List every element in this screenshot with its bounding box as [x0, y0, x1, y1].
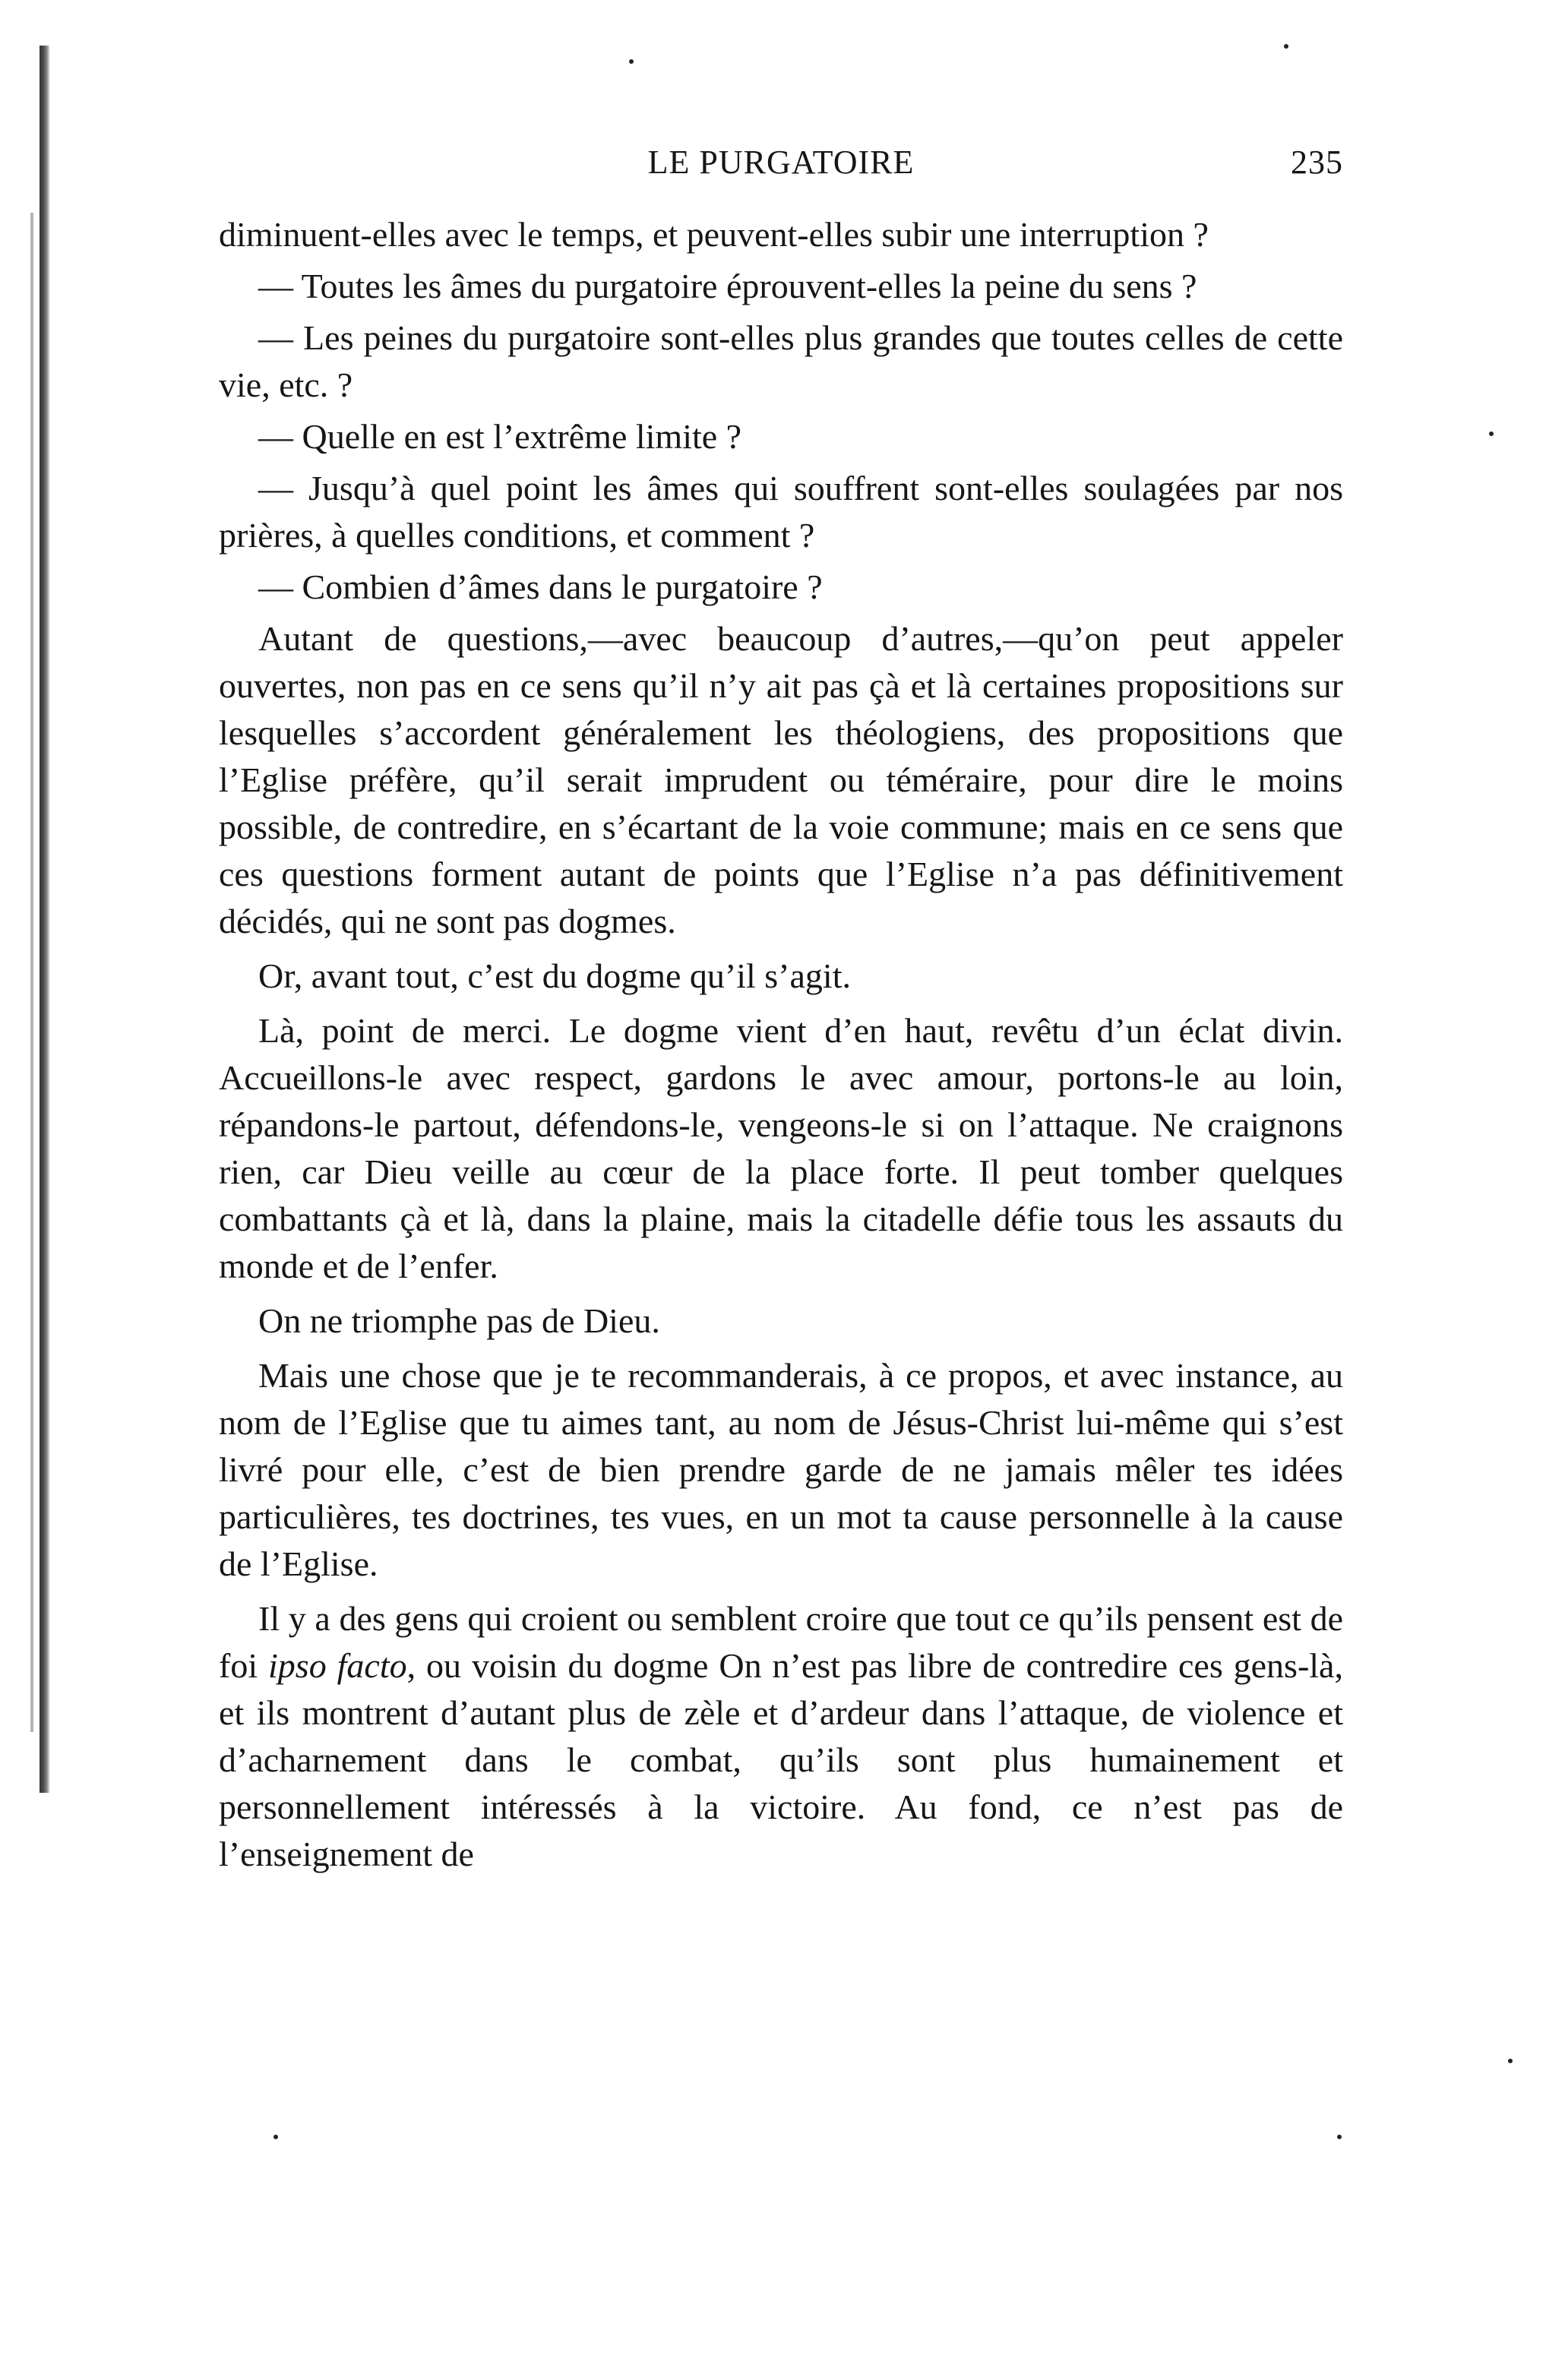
- print-speck: [1337, 2135, 1342, 2139]
- paragraph: — Jusqu’à quel point les âmes qui souffrent sont-elles soulagées par nos prières, à quelles conditions, et comment ?: [219, 469, 1343, 555]
- paragraph-last: [219, 1595, 1343, 1878]
- paragraph: — Les peines du purgatoire sont-elles plus grandes que toutes celles de cette vie, etc. ?: [219, 318, 1343, 404]
- print-speck: [629, 59, 634, 64]
- print-speck: [1508, 2059, 1513, 2063]
- page-number: 235: [1291, 144, 1343, 181]
- print-speck: [1489, 431, 1494, 436]
- paragraph: — Toutes les âmes du purgatoire éprouvent-elles la peine du sens ?: [258, 267, 1197, 305]
- paragraph: diminuent-elles avec le temps, et peuvent-elles subir une interruption ?: [219, 215, 1209, 254]
- print-speck: [1284, 44, 1288, 49]
- paragraph-text: , ou voisin du dogme On n’est pas libre de contredire ces gens-là, et ils montrent d’autant plus de zèle et d’ardeur dans l’attaque, de violence et d’acharnement dans le combat, qu’ils sont plus humainement et personnellement intéressés à la victoire. Au fond, ce n’est pas de l’enseignement de: [219, 1646, 1343, 1873]
- paragraph-text: Il y a des gens qui croient ou semblent croire que tout ce qu’ils pensent est de foi: [219, 1599, 1343, 1685]
- binding-edge-line: [30, 213, 33, 1732]
- paragraph: Là, point de merci. Le dogme vient d’en haut, revêtu d’un éclat divin. Accueillons-le avec respect, gardons le avec amour, portons-le au loin, répandons-le partout, défendons-le, vengeons-le si on l’attaque. Ne craignons rien, car Dieu veille au cœur de la place forte. Il peut tomber quelques combattants çà et là, dans la plaine, mais la citadelle défie tous les assauts du monde et de l’enfer.: [219, 1011, 1343, 1285]
- running-title: LE PURGATOIRE: [647, 144, 915, 181]
- paragraph: Or, avant tout, c’est du dogme qu’il s’agit.: [258, 956, 851, 995]
- binding-edge-shadow: [40, 46, 50, 1793]
- italic-phrase: ipso facto: [268, 1646, 407, 1685]
- running-header: [219, 143, 1343, 196]
- body-text: [219, 211, 1343, 1882]
- paragraph: On ne triomphe pas de Dieu.: [258, 1301, 660, 1340]
- paragraph: — Quelle en est l’extrême limite ?: [258, 417, 742, 456]
- paragraph: Autant de questions,—avec beaucoup d’autres,—qu’on peut appeler ouvertes, non pas en ce sens qu’il n’y ait pas çà et là certaines propositions sur lesquelles s’accordent généralement les théologiens, des propositions que l’Eglise préfère, qu’il serait imprudent ou téméraire, pour dire le moins possible, de contredire, en s’écartant de la voie commune; mais en ce sens que ces questions forment autant de points que l’Eglise n’a pas définitivement décidés, qui ne sont pas dogmes.: [219, 619, 1343, 940]
- paragraph: Mais une chose que je te recommanderais, à ce propos, et avec instance, au nom de l’Eglise que tu aimes tant, au nom de Jésus-Christ lui-même qui s’est livré pour elle, c’est de bien prendre garde de ne jamais mêler tes idées particulières, tes doctrines, tes vues, en un mot ta cause personnelle à la cause de l’Eglise.: [219, 1356, 1343, 1583]
- print-speck: [273, 2135, 278, 2139]
- paragraph: — Combien d’âmes dans le purgatoire ?: [258, 567, 823, 606]
